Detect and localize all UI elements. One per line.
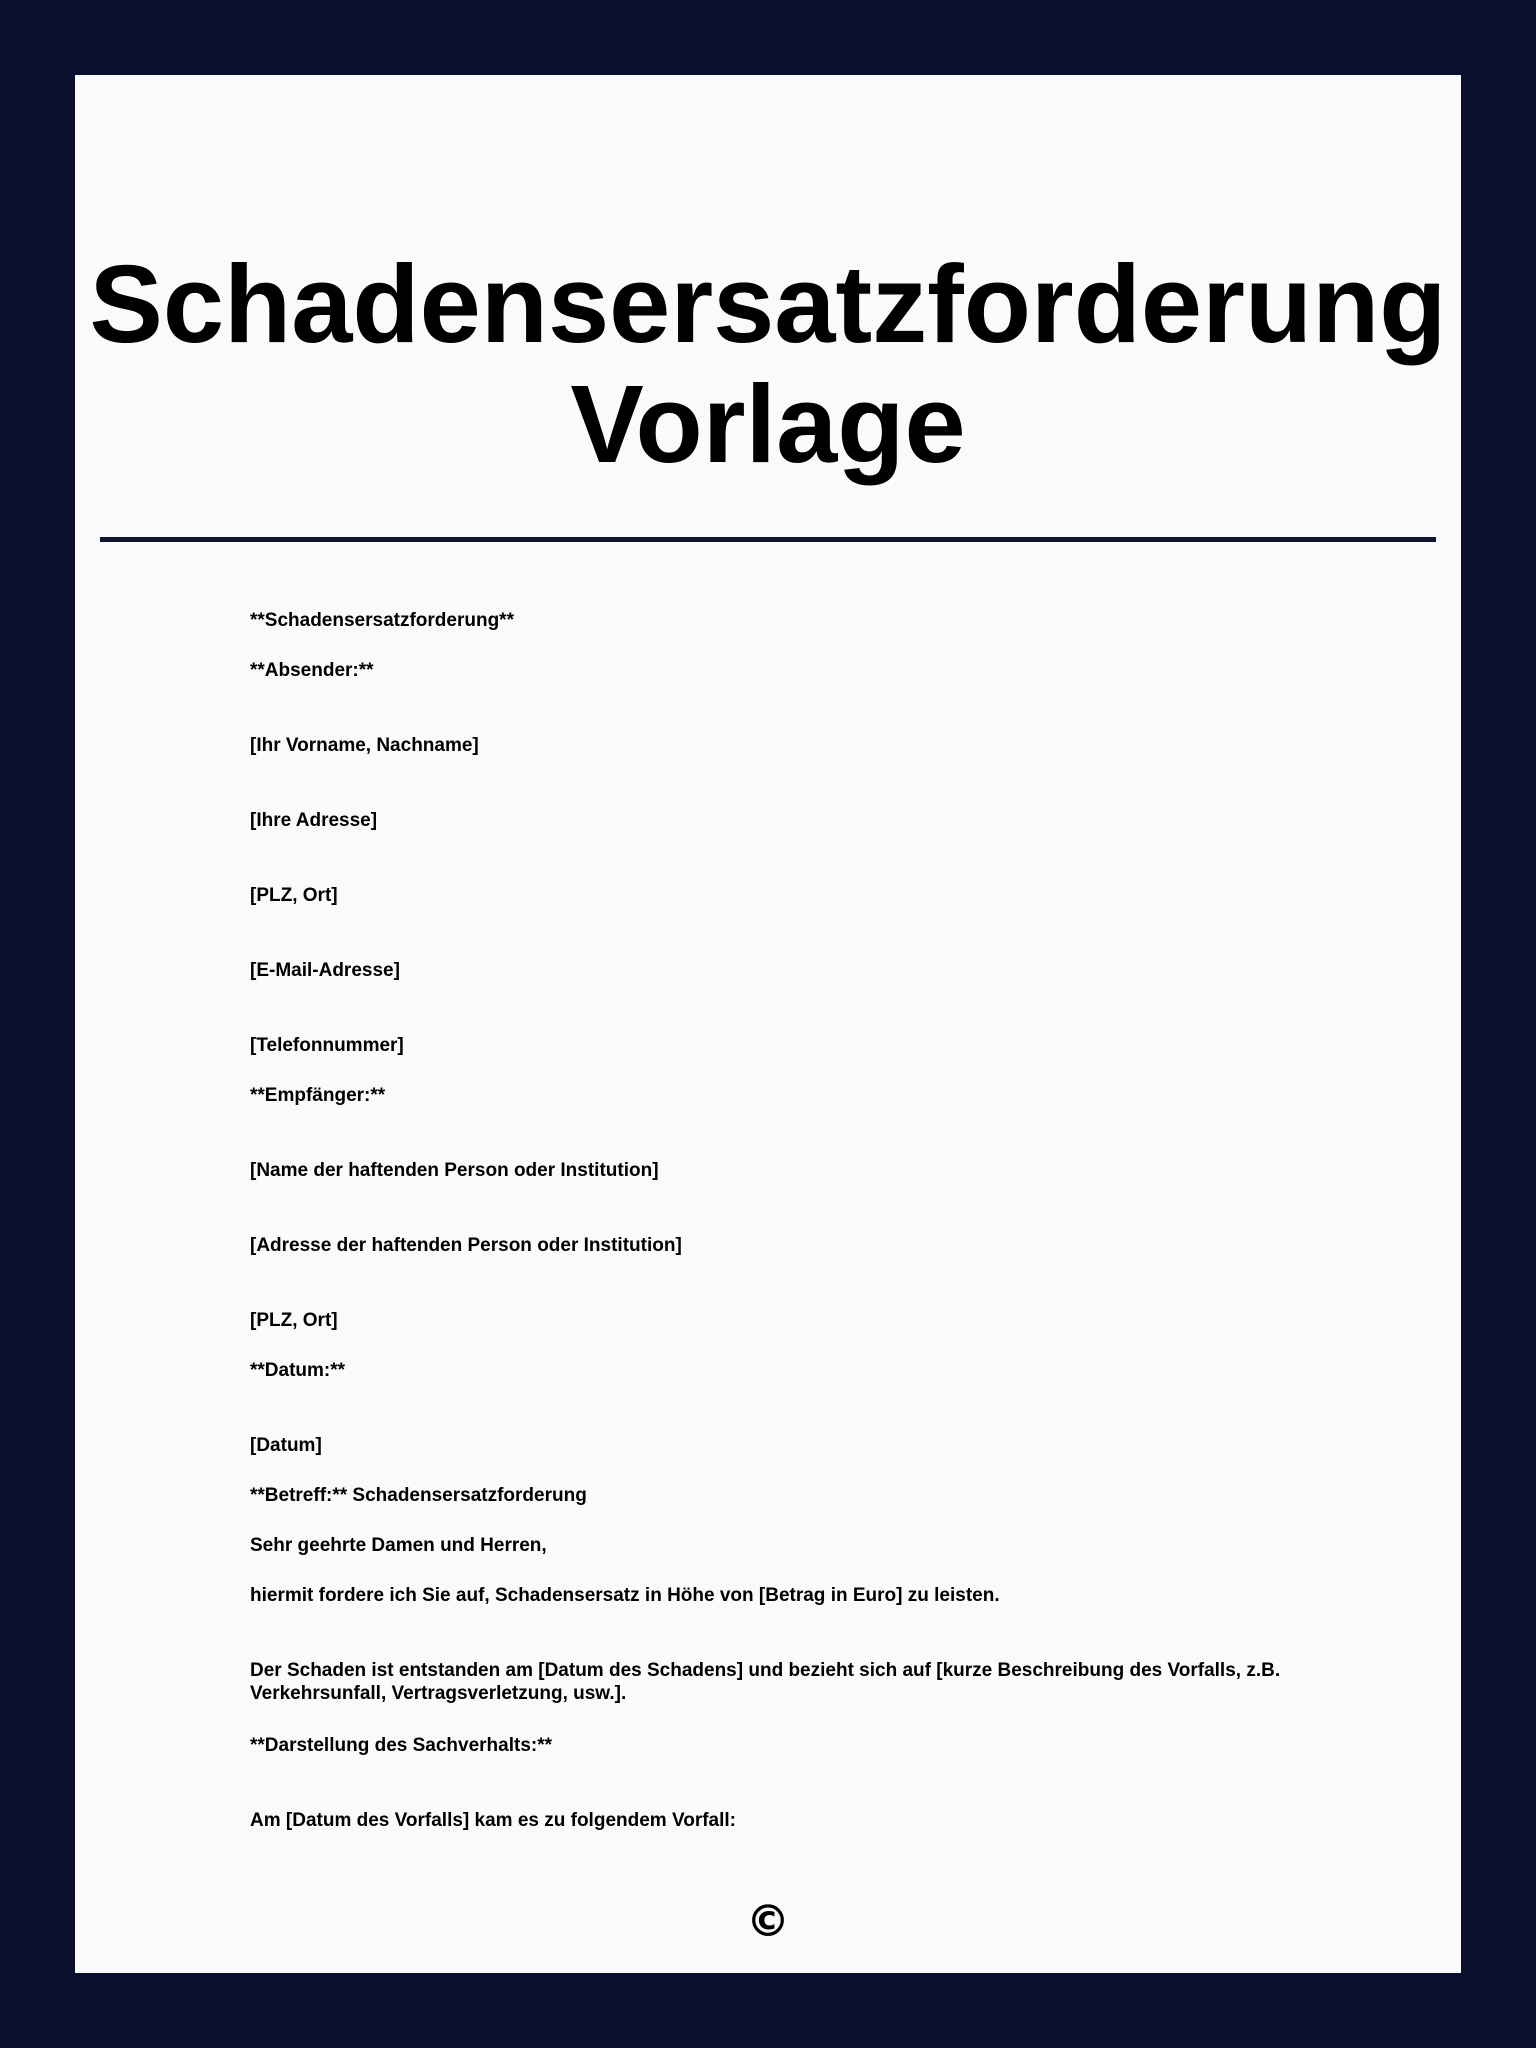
- sender-phone-placeholder: [Telefonnummer]: [250, 1035, 404, 1056]
- date-placeholder: [Datum]: [250, 1435, 322, 1456]
- recipient-city-placeholder: [PLZ, Ort]: [250, 1310, 338, 1331]
- heading-datum: **Datum:**: [250, 1360, 346, 1381]
- document-page: [75, 75, 1461, 1973]
- salutation: Sehr geehrte Damen und Herren,: [250, 1535, 547, 1556]
- heading-empfaenger: **Empfänger:**: [250, 1085, 386, 1106]
- sender-city-placeholder: [PLZ, Ort]: [250, 885, 338, 906]
- title-line-1: Schadensersatzforderung: [89, 243, 1447, 366]
- title-divider: [100, 537, 1436, 542]
- recipient-address-placeholder: [Adresse der haftenden Person oder Institution]: [250, 1235, 682, 1256]
- heading-schadensersatzforderung: **Schadensersatzforderung**: [250, 610, 514, 631]
- subject-line: **Betreff:** Schadensersatzforderung: [250, 1485, 587, 1506]
- copyright-symbol: ©: [746, 1896, 790, 1947]
- damage-description-paragraph: Der Schaden ist entstanden am [Datum des Schadens] und bezieht sich auf [kurze Beschreibung des Vorfalls, z.B. Verkehrsunfall, Vertragsverletzung, usw.].: [250, 1660, 1281, 1704]
- title-line-2: Vorlage: [570, 363, 966, 486]
- sender-name-placeholder: [Ihr Vorname, Nachname]: [250, 735, 479, 756]
- incident-paragraph: Am [Datum des Vorfalls] kam es zu folgendem Vorfall:: [250, 1810, 737, 1831]
- sender-email-placeholder: [E-Mail-Adresse]: [250, 960, 400, 981]
- recipient-name-placeholder: [Name der haftenden Person oder Institution]: [250, 1160, 659, 1181]
- sender-address-placeholder: [Ihre Adresse]: [250, 810, 378, 831]
- heading-absender: **Absender:**: [250, 660, 374, 681]
- document-title: [75, 245, 1461, 485]
- heading-sachverhalt: **Darstellung des Sachverhalts:**: [250, 1735, 553, 1756]
- claim-paragraph: hiermit fordere ich Sie auf, Schadensersatz in Höhe von [Betrag in Euro] zu leisten.: [250, 1585, 1000, 1606]
